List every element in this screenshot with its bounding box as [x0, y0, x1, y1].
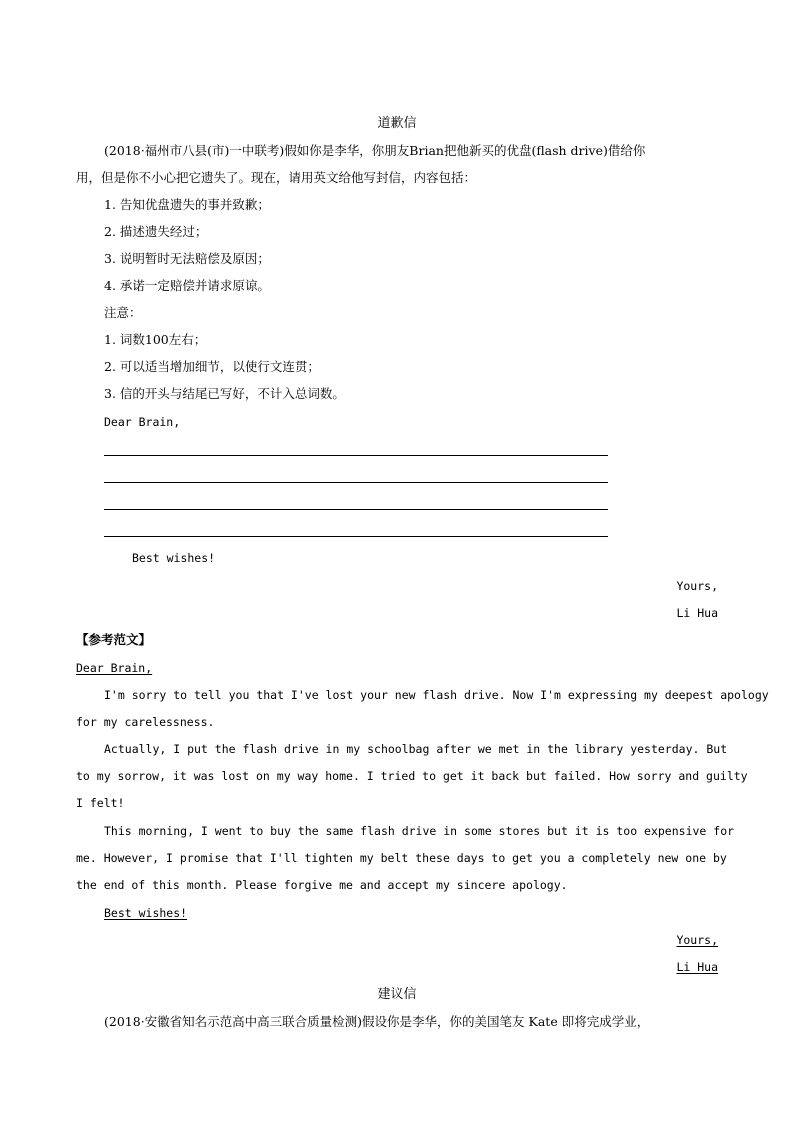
note-item: 2. 可以适当增加细节，以使行文连贯；: [104, 359, 320, 374]
reference-heading: 【参考范文】: [76, 632, 152, 647]
writing-line: [104, 536, 608, 537]
reference-line: I'm sorry to tell you that I've lost your new flash drive. Now I'm expressing my deepest apology: [104, 688, 769, 702]
letter-signoff: Yours,: [676, 579, 718, 593]
reference-signoff: Yours,: [676, 933, 718, 947]
letter-closing: Best wishes!: [132, 551, 216, 565]
reference-line: to my sorrow, it was lost on my way home. I tried to get it back but failed. How sorry and guilty: [76, 769, 748, 783]
note-item: 3. 信的开头与结尾已写好，不计入总词数。: [104, 386, 345, 401]
requirement-item: 3. 说明暂时无法赔偿及原因；: [104, 251, 270, 266]
prompt-line-1: (2018·安徽省知名示范高中高三联合质量检测)假设你是李华，你的美国笔友 Kate 即将完成学业，: [104, 1014, 650, 1029]
notes-heading: 注意：: [104, 305, 142, 320]
reference-greeting: Dear Brain,: [76, 661, 153, 675]
reference-line: me. However, I promise that I'll tighten my belt these days to get you a completely new one by: [76, 851, 727, 865]
prompt-line-1: (2018·福州市八县(市)一中联考)假如你是李华，你朋友Brian把他新买的优盘(flash drive)借给你: [104, 143, 646, 158]
reference-line: the end of this month. Please forgive me and accept my sincere apology.: [76, 878, 568, 892]
reference-line: This morning, I went to buy the same flash drive in some stores but it is too expensive for: [104, 824, 735, 838]
requirement-item: 4. 承诺一定赔偿并请求原谅。: [104, 278, 270, 293]
note-item: 1. 词数100左右；: [104, 332, 207, 347]
reference-signature-row: [76, 959, 718, 975]
reference-closing-row: [104, 905, 718, 921]
section-title-apology-letter: 道歉信: [377, 116, 417, 131]
reference-line: for my carelessness.: [76, 715, 215, 729]
section-title-suggestion-letter: 建议信: [377, 987, 417, 1002]
prompt-line-2: 用，但是你不小心把它遗失了。现在，请用英文给他写封信，内容包括：: [76, 170, 477, 185]
reference-line: Actually, I put the flash drive in my schoolbag after we met in the library yesterday. But: [104, 742, 728, 756]
reference-greeting-row: [76, 660, 718, 676]
requirement-item: 2. 描述遗失经过；: [104, 224, 208, 239]
reference-line: I felt!: [76, 796, 125, 810]
requirement-item: 1. 告知优盘遗失的事并致歉；: [104, 197, 270, 212]
writing-line: [104, 455, 608, 456]
letter-greeting: Dear Brain,: [104, 415, 181, 429]
reference-signature: Li Hua: [676, 960, 718, 974]
letter-signature: Li Hua: [676, 606, 718, 620]
writing-line: [104, 482, 608, 483]
reference-closing: Best wishes!: [104, 906, 188, 920]
writing-line: [104, 509, 608, 510]
reference-signoff-row: [76, 932, 718, 948]
